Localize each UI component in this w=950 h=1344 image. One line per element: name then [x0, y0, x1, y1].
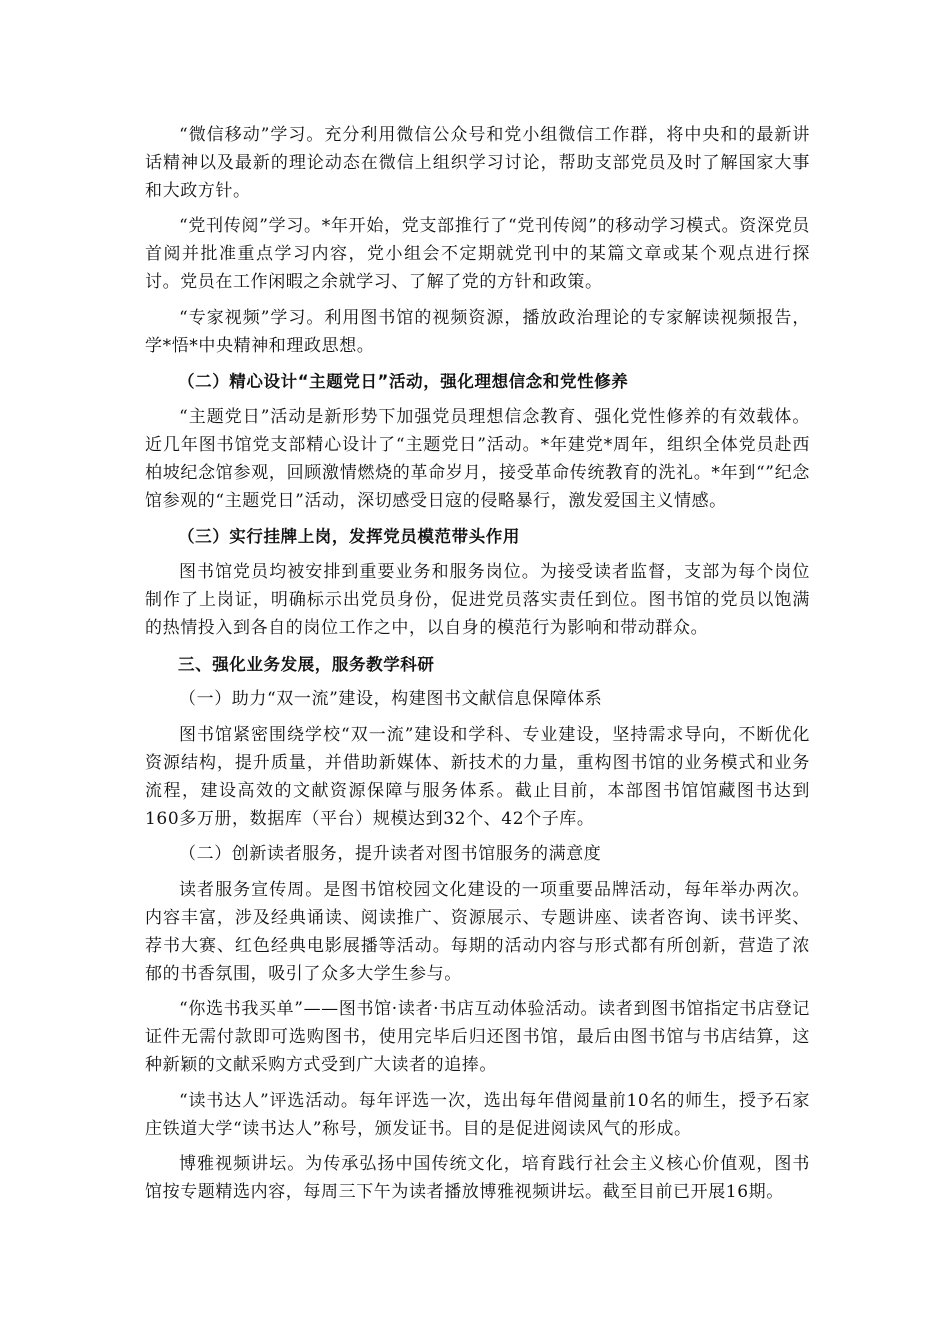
- chapter-heading-business-development: 三、强化业务发展，服务教学科研: [178, 654, 435, 674]
- subheading-reader-service: （二）创新读者服务，提升读者对图书馆服务的满意度: [179, 844, 602, 865]
- paragraph-reader-week: 读者服务宣传周。是图书馆校园文化建设的一项重要品牌活动，每年举办两次。内容丰富，涉及经典诵读、阅读推广、资源展示、专题讲座、读者咨询、读书评奖、荐书大赛、红色经典电影展播等活动。每期的活动内容与形式都有所创新，营造了浓郁的书香氛围，吸引了众多大学生参与。: [145, 880, 810, 984]
- paragraph-journal-circulation: “党刊传阅”学习。*年开始，党支部推行了“党刊传阅”的移动学习模式。资深党员首阅并批准重点学习内容，党小组会不定期就党刊中的某篇文章或某个观点进行探讨。党员在工作闲暇之余就学习、了解了党的方针和政策。: [145, 216, 810, 292]
- paragraph-wechat-study: “微信移动”学习。充分利用微信公众号和党小组微信工作群，将中央和的最新讲话精神以及最新的理论动态在微信上组织学习讨论，帮助支部党员及时了解国家大事和大政方针。: [145, 125, 810, 201]
- section-heading-badge-posts: （三）实行挂牌上岗，发挥党员模范带头作用: [178, 527, 520, 547]
- paragraph-you-choose-we-pay: “你选书我买单”——图书馆·读者·书店互动体验活动。读者到图书馆指定书店登记证件无需付款即可选购图书，使用完毕后归还图书馆，最后由图书馆与书店结算，这种新颖的文献采购方式受到广大读者的追捧。: [145, 999, 810, 1075]
- paragraph-badge-posts: 图书馆党员均被安排到重要业务和服务岗位。为接受读者监督，支部为每个岗位制作了上岗证，明确标示出党员身份，促进党员落实责任到位。图书馆的党员以饱满的热情投入到各自的岗位工作之中，以自身的模范行为影响和带动群众。: [145, 562, 810, 638]
- paragraph-theme-party-day: “主题党日”活动是新形势下加强党员理想信念教育、强化党性修养的有效载体。近几年图书馆党支部精心设计了“主题党日”活动。*年建党*周年，组织全体党员赴西柏坡纪念馆参观，回顾激情燃烧的革命岁月，接受革命传统教育的洗礼。*年到“”纪念馆参观的“主题党日”活动，深切感受日寇的侵略暴行，激发爱国主义情感。: [145, 407, 810, 511]
- paragraph-expert-video: “专家视频”学习。利用图书馆的视频资源，播放政治理论的专家解读视频报告，学*悟*中央精神和理政思想。: [145, 307, 810, 356]
- section-heading-theme-party-day: （二）精心设计“主题党日”活动，强化理想信念和党性修养: [178, 372, 629, 392]
- subheading-double-first-class: （一）助力“双一流”建设，构建图书文献信息保障体系: [179, 689, 603, 710]
- paragraph-reading-expert: “读书达人”评选活动。每年评选一次，选出每年借阅量前10名的师生，授予石家庄铁道大学“读书达人”称号，颁发证书。目的是促进阅读风气的形成。: [145, 1090, 810, 1139]
- paragraph-double-first-class: 图书馆紧密围绕学校“双一流”建设和学科、专业建设，坚持需求导向，不断优化资源结构，提升质量，并借助新媒体、新技术的力量，重构图书馆的业务模式和业务流程，建设高效的文献资源保障与服务体系。截止目前，本部图书馆馆藏图书达到160多万册，数据库（平台）规模达到32个、42个子库。: [145, 725, 810, 829]
- document-body: [145, 122, 810, 1215]
- paragraph-boya-video-forum: 博雅视频讲坛。为传承弘扬中国传统文化，培育践行社会主义核心价值观，图书馆按专题精选内容，每周三下午为读者播放博雅视频讲坛。截至目前已开展16期。: [145, 1154, 810, 1203]
